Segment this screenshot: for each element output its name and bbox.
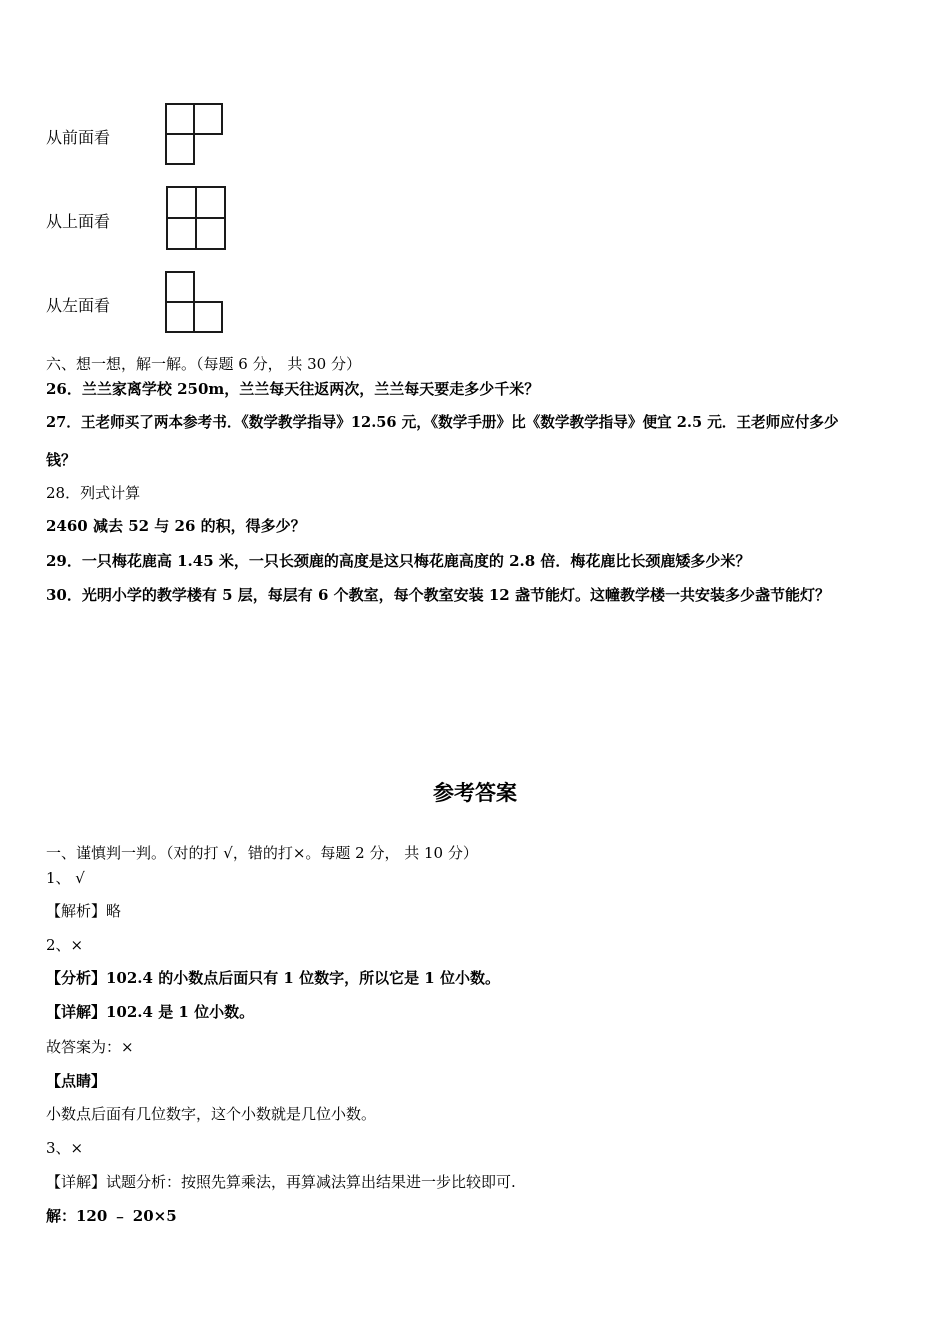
top-view-cell-top-left (167, 187, 196, 218)
question-28: 28．列式计算 (46, 484, 141, 502)
answer-2-final: 故答案为：× (46, 1038, 134, 1056)
front-view-cell-top-left (166, 104, 194, 134)
top-view-cell-bottom-right (196, 218, 225, 249)
question-28-detail: 2460 减去 52 与 26 的积，得多少？ (46, 517, 306, 535)
question-27-line2: 钱？ (46, 451, 77, 469)
answer-1-analysis: 【解析】略 (46, 902, 122, 920)
answer-2-fenxi: 【分析】102.4 的小数点后面只有 1 位数字，所以它是 1 位小数。 (46, 969, 500, 987)
question-26: 26．兰兰家离学校 250m，兰兰每天往返两次，兰兰每天要走多少千米？ (46, 380, 540, 398)
question-30: 30．光明小学的教学楼有 5 层，每层有 6 个教室，每个教室安装 12 盏节能灯。这幢教学楼一共安装多少盏节能灯？ (46, 586, 830, 604)
answer-3-xiangjie: 【详解】试题分析：按照先算乘法，再算减法算出结果进一步比较即可. (46, 1173, 516, 1191)
front-view-figure (164, 102, 224, 166)
answer-1: 1、 √ (46, 869, 85, 887)
answers-title: 参考答案 (433, 780, 517, 805)
left-view-cell-bottom-left (166, 302, 194, 332)
answer-3: 3、× (46, 1139, 84, 1157)
left-view-cell-bottom-right (194, 302, 222, 332)
answer-3-solution: 解：120 ﹣ 20×5 (46, 1207, 177, 1225)
left-view-figure (164, 270, 224, 334)
top-view-figure (165, 185, 227, 251)
front-view-cell-top-right (194, 104, 222, 134)
answer-2-dianjing-text: 小数点后面有几位数字，这个小数就是几位小数。 (46, 1105, 377, 1123)
view-label-top: 从上面看 (46, 212, 111, 231)
left-view-cell-top-left (166, 272, 194, 302)
question-29: 29．一只梅花鹿高 1.45 米，一只长颈鹿的高度是这只梅花鹿高度的 2.8 倍．梅花鹿比长颈鹿矮多少米？ (46, 552, 751, 570)
top-view-cell-top-right (196, 187, 225, 218)
answer-2-dianjing: 【点睛】 (46, 1072, 107, 1090)
view-label-left: 从左面看 (46, 296, 111, 315)
answer-2: 2、× (46, 936, 84, 954)
question-27-line1: 27．王老师买了两本参考书．《数学教学指导》12.56 元，《数学手册》比《数学教学指导》便宜 2.5 元．王老师应付多少 (46, 414, 839, 431)
answers-section1-heading: 一、谨慎判一判。（对的打 √，错的打×。每题 2 分， 共 10 分） (46, 844, 478, 862)
top-view-cell-bottom-left (167, 218, 196, 249)
front-view-cell-bottom-left (166, 134, 194, 164)
view-label-front: 从前面看 (46, 128, 111, 147)
answer-2-xiangjie: 【详解】102.4 是 1 位小数。 (46, 1003, 255, 1021)
section6-heading: 六、想一想，解一解。（每题 6 分， 共 30 分） (46, 355, 361, 373)
